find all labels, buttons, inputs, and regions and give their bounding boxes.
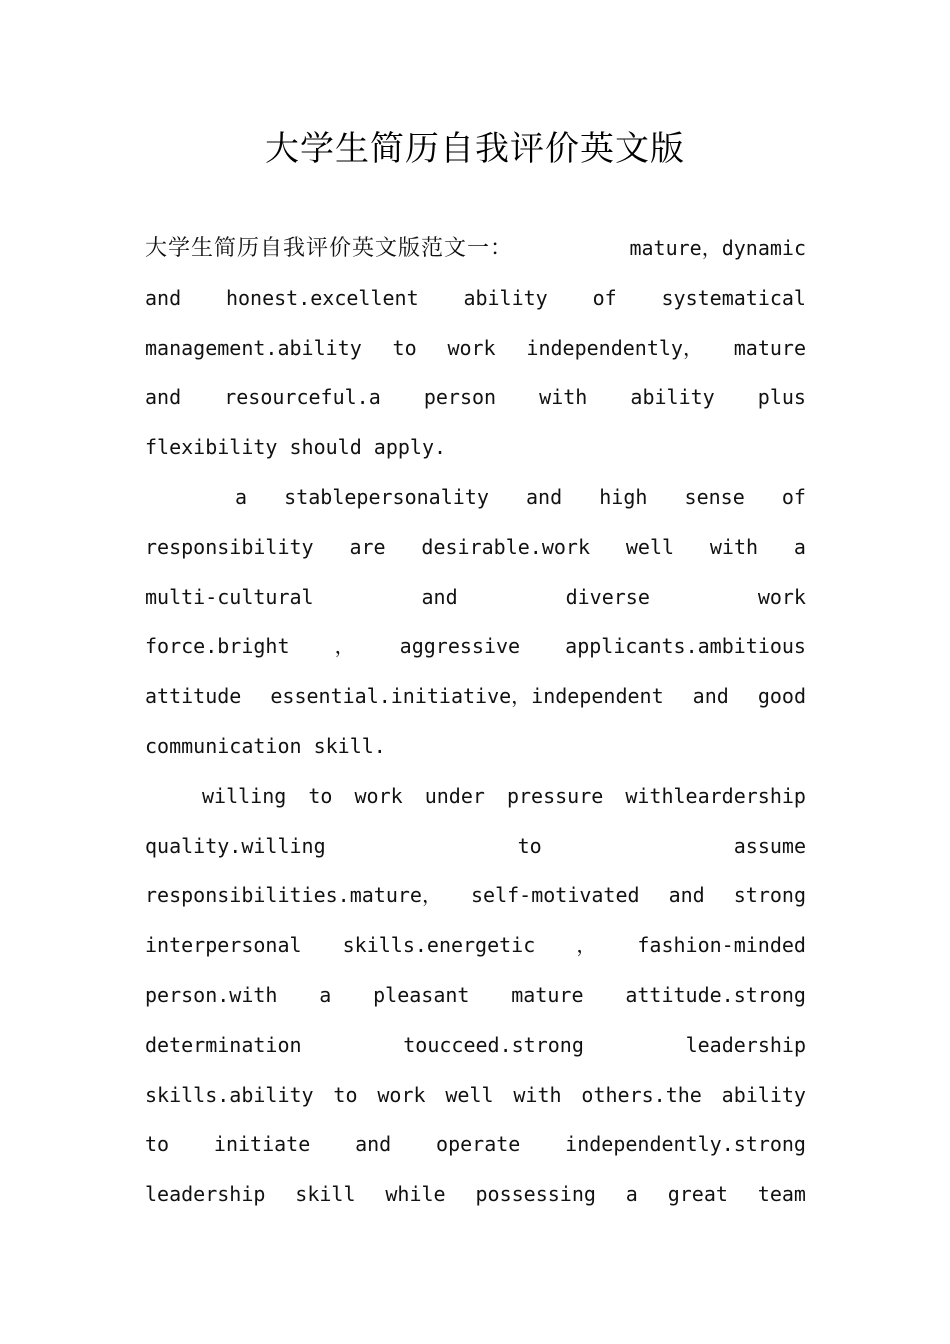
word: possessing	[475, 1182, 596, 1207]
word: ability	[721, 1082, 806, 1107]
word: mature	[511, 982, 584, 1007]
text-line	[145, 423, 806, 473]
word: applicants.ambitious	[565, 634, 806, 659]
word: pressure	[506, 783, 604, 808]
word: self-motivated	[470, 883, 640, 908]
text-line	[145, 722, 806, 772]
word: mature	[733, 335, 806, 360]
word: initiate	[213, 1132, 311, 1157]
word: attitude	[145, 684, 242, 709]
word: work	[447, 335, 496, 360]
word: while	[385, 1182, 446, 1207]
word: stablepersonality	[284, 484, 489, 509]
word: communication skill.	[145, 733, 386, 758]
word: of	[781, 484, 806, 509]
text-line	[145, 373, 806, 423]
word: withleardership	[625, 783, 806, 808]
document-body	[145, 224, 806, 1220]
word: skill	[295, 1182, 356, 1207]
word: of	[592, 285, 617, 310]
word: under	[424, 783, 485, 808]
word: force.bright	[145, 634, 290, 659]
word: resourceful.a	[224, 385, 381, 410]
word: with	[513, 1082, 562, 1107]
word: multi-cultural	[145, 584, 314, 609]
word: plus	[757, 385, 806, 410]
word: determination	[145, 1032, 302, 1057]
word: aggressive	[399, 634, 521, 659]
word: others.the	[581, 1082, 702, 1107]
text-line	[145, 622, 806, 672]
word: flexibility should apply.	[145, 435, 447, 460]
word: work	[377, 1082, 426, 1107]
word: diverse	[565, 584, 650, 609]
word: a	[625, 1182, 638, 1207]
word: to	[308, 783, 333, 808]
word: person	[423, 385, 497, 410]
word: great	[667, 1182, 728, 1207]
word: with	[709, 534, 759, 559]
word: ability	[463, 285, 548, 310]
word: toucceed.strong	[403, 1032, 584, 1057]
word: independently，	[526, 335, 703, 360]
text-line	[145, 224, 806, 274]
word: and	[421, 584, 458, 609]
word: and	[526, 484, 563, 509]
document-title: 大学生简历自我评价英文版	[265, 129, 685, 169]
word: person.with	[145, 982, 278, 1007]
word: leadership	[685, 1032, 806, 1057]
word: independently.strong	[565, 1132, 806, 1157]
text-line	[145, 573, 806, 623]
word: responsibilities.mature，	[145, 883, 442, 908]
word: sense	[684, 484, 745, 509]
word: ability	[630, 385, 715, 410]
word: are	[349, 534, 386, 559]
word: operate	[436, 1132, 521, 1157]
word: skills.ability	[145, 1082, 314, 1107]
word: ，	[334, 634, 355, 659]
text-line	[145, 822, 806, 872]
word: and	[145, 285, 182, 310]
text-line	[145, 1170, 806, 1220]
text-line	[145, 1021, 806, 1071]
text-line	[145, 672, 806, 722]
word: skills.energetic	[342, 933, 536, 958]
word: essential.initiative，independent	[270, 684, 664, 709]
text-line	[145, 523, 806, 573]
word: work	[354, 783, 403, 808]
word: fashion-minded	[637, 933, 806, 958]
word: assume	[733, 833, 806, 858]
word: to	[517, 833, 542, 858]
text-line	[145, 871, 806, 921]
word: well	[625, 534, 675, 559]
text-line	[145, 921, 806, 971]
word: systematical	[661, 285, 806, 310]
word: and	[145, 385, 182, 410]
word: work	[757, 584, 806, 609]
word: and	[668, 883, 705, 908]
word: leadership	[145, 1182, 266, 1207]
word: quality.willing	[145, 833, 326, 858]
word: attitude.strong	[625, 982, 806, 1007]
word: management.ability	[145, 335, 362, 360]
word: a	[235, 484, 248, 509]
word: interpersonal	[145, 933, 302, 958]
word: with	[539, 385, 588, 410]
word: ，	[576, 933, 597, 958]
text-line	[145, 1071, 806, 1121]
word: honest.excellent	[225, 285, 419, 310]
text-line	[145, 1120, 806, 1170]
text-line	[145, 971, 806, 1021]
word: to	[333, 1082, 358, 1107]
text-line	[145, 274, 806, 324]
word: willing	[202, 783, 287, 808]
word: strong	[733, 883, 806, 908]
word: desirable.work	[421, 534, 590, 559]
word: pleasant	[373, 982, 470, 1007]
word: to	[392, 335, 417, 360]
section-label: 大学生简历自我评价英文版范文一：	[145, 236, 514, 261]
word: responsibility	[145, 534, 314, 559]
text-line	[145, 772, 806, 822]
word: team	[757, 1182, 806, 1207]
word: a	[319, 982, 332, 1007]
word: and	[355, 1132, 392, 1157]
word: a	[793, 534, 806, 559]
word: mature，dynamic	[629, 236, 806, 260]
text-line	[145, 473, 806, 523]
word: good	[757, 684, 806, 709]
word: well	[445, 1082, 494, 1107]
text-line	[145, 324, 806, 374]
word: and	[692, 684, 729, 709]
word: to	[145, 1132, 170, 1157]
word: high	[599, 484, 648, 509]
